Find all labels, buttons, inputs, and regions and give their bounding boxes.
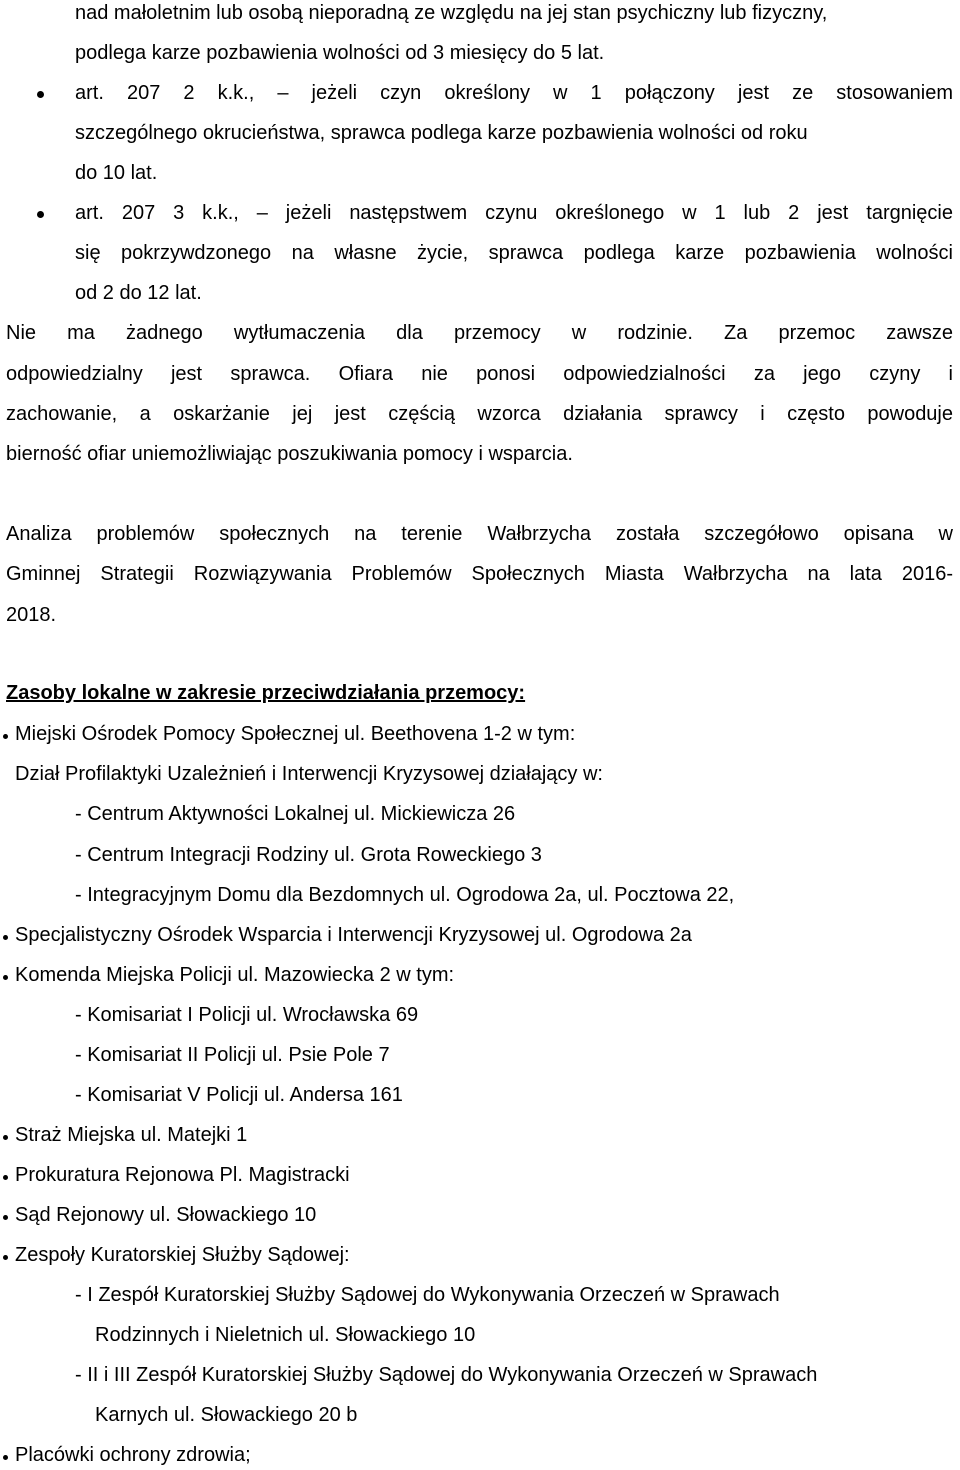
article-line: art. 207 2 k.k., – jeżeli czyn określony w 1 połączony jest ze stosowaniem [75,82,953,104]
sub-list-item: Rodzinnych i Nieletnich ul. Słowackiego 10 [95,1324,476,1346]
sub-list-item: - II i III Zespół Kuratorskiej Służby Sądowej do Wykonywania Orzeczeń w Sprawach [75,1364,818,1386]
bullet-icon [3,1135,8,1140]
sub-list-item: - Komisariat V Policji ul. Andersa 161 [75,1084,403,1106]
article-line: do 10 lat. [75,162,158,184]
list-item: Zespoły Kuratorskiej Służby Sądowej: [15,1244,350,1266]
article-line: szczególnego okrucieństwa, sprawca podlega karze pozbawienia wolności od roku [75,122,808,144]
paragraph-line: zachowanie, a oskarżanie jej jest częścią wzorca działania sprawcy i często powoduje [6,403,953,425]
text-line: nad małoletnim lub osobą nieporadną ze względu na jej stan psychiczny lub fizyczny, [75,2,828,24]
list-item: Specjalistyczny Ośrodek Wsparcia i Interwencji Kryzysowej ul. Ogrodowa 2a [15,924,692,946]
paragraph-line: odpowiedzialny jest sprawca. Ofiara nie ponosi odpowiedzialności za jego czyny i [6,363,953,385]
sub-list-item: - Centrum Aktywności Lokalnej ul. Mickiewicza 26 [75,803,516,825]
section-heading: Zasoby lokalne w zakresie przeciwdziałania przemocy: [6,682,526,704]
paragraph-line: Analiza problemów społecznych na terenie Wałbrzycha została szczegółowo opisana w [6,523,953,545]
sub-list-item: - Integracyjnym Domu dla Bezdomnych ul. Ogrodowa 2a, ul. Pocztowa 22, [75,884,735,906]
bullet-icon [3,1175,8,1180]
list-item: Sąd Rejonowy ul. Słowackiego 10 [15,1204,317,1226]
sub-list-item: Karnych ul. Słowackiego 20 b [95,1404,358,1426]
list-item: Komenda Miejska Policji ul. Mazowiecka 2 w tym: [15,964,455,986]
text-line: podlega karze pozbawienia wolności od 3 miesięcy do 5 lat. [75,42,605,64]
paragraph-line: Nie ma żadnego wytłumaczenia dla przemocy w rodzinie. Za przemoc zawsze [6,322,953,344]
paragraph-line: bierność ofiar uniemożliwiając poszukiwania pomocy i wsparcia. [6,443,573,465]
bullet-icon [3,734,8,739]
bullet-icon [3,1255,8,1260]
bullet-icon [37,91,44,98]
bullet-icon [3,975,8,980]
list-item: Miejski Ośrodek Pomocy Społecznej ul. Beethovena 1-2 w tym: [15,723,576,745]
sub-list-item: - Centrum Integracji Rodziny ul. Grota Roweckiego 3 [75,844,542,866]
list-item: Dział Profilaktyki Uzależnień i Interwencji Kryzysowej działający w: [15,763,603,785]
list-item: Placówki ochrony zdrowia; [15,1444,251,1466]
paragraph-line: 2018. [6,604,57,626]
article-line: się pokrzywdzonego na własne życie, sprawca podlega karze pozbawienia wolności [75,242,953,264]
bullet-icon [37,211,44,218]
bullet-icon [3,935,8,940]
bullet-icon [3,1455,8,1460]
sub-list-item: - I Zespół Kuratorskiej Służby Sądowej do Wykonywania Orzeczeń w Sprawach [75,1284,780,1306]
list-item: Straż Miejska ul. Matejki 1 [15,1124,248,1146]
article-line: art. 207 3 k.k., – jeżeli następstwem czynu określonego w 1 lub 2 jest targnięcie [75,202,953,224]
sub-list-item: - Komisariat I Policji ul. Wrocławska 69 [75,1004,419,1026]
sub-list-item: - Komisariat II Policji ul. Psie Pole 7 [75,1044,390,1066]
list-item: Prokuratura Rejonowa Pl. Magistracki [15,1164,350,1186]
bullet-icon [3,1215,8,1220]
article-line: od 2 do 12 lat. [75,282,202,304]
paragraph-line: Gminnej Strategii Rozwiązywania Problemów Społecznych Miasta Wałbrzycha na lata 2016- [6,563,953,585]
